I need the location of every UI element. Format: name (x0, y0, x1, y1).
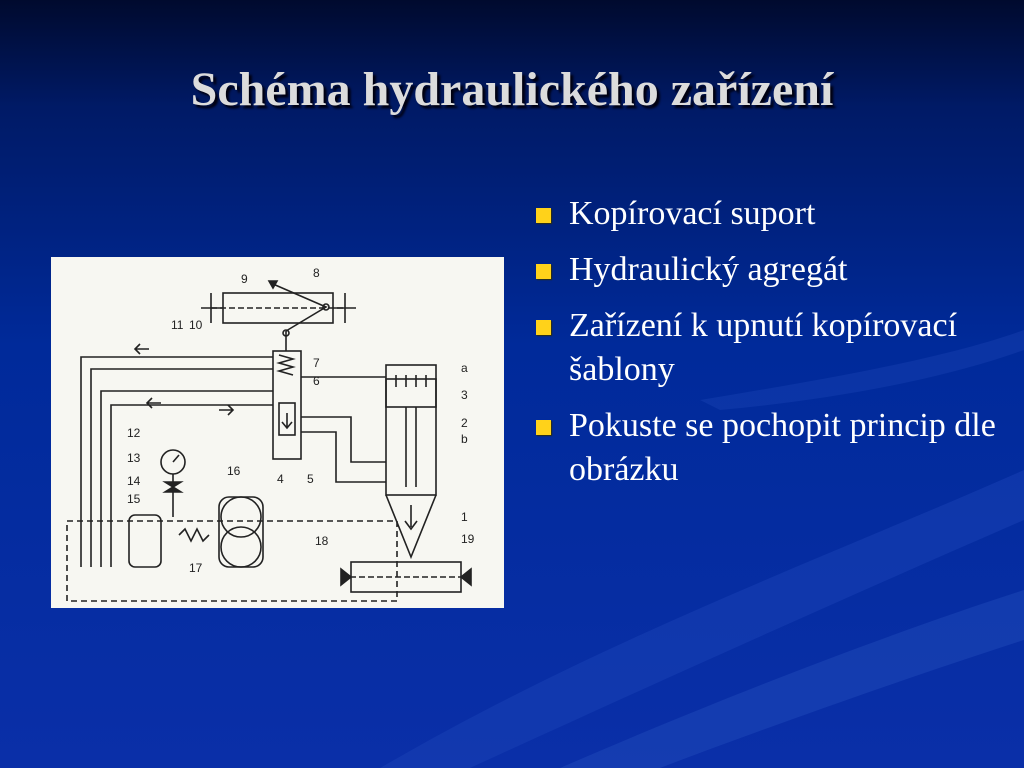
label-5: 5 (307, 472, 314, 486)
label-17: 17 (189, 561, 203, 575)
bullet-text: Zařízení k upnutí kopírovací šablony (569, 307, 958, 388)
label-16: 16 (227, 464, 241, 478)
label-15: 15 (127, 492, 141, 506)
label-6: 6 (313, 374, 320, 388)
bullet-text: Hydraulický agregát (569, 251, 848, 288)
copying-cylinder (386, 365, 436, 495)
slide-title: Schéma hydraulického zařízení (190, 63, 834, 116)
label-3: 3 (461, 388, 468, 402)
label-4: 4 (277, 472, 284, 486)
control-valve (273, 351, 301, 459)
label-14: 14 (127, 474, 141, 488)
bullet-list (533, 192, 1003, 504)
bullet-square-icon (536, 420, 551, 435)
label-a: a (461, 361, 468, 375)
hydraulic-diagram (51, 257, 504, 608)
bullet-square-icon (536, 264, 551, 279)
label-8: 8 (313, 266, 320, 280)
bullet-text: Pokuste se pochopit princip dle obrázku (569, 407, 996, 488)
label-13: 13 (127, 451, 141, 465)
pump (221, 497, 261, 537)
label-12: 12 (127, 426, 141, 440)
label-11: 11 (171, 318, 184, 332)
label-2: 2 (461, 416, 468, 430)
bullet-item (533, 192, 1003, 236)
bullet-square-icon (536, 320, 551, 335)
label-b: b (461, 432, 468, 446)
label-18: 18 (315, 534, 329, 548)
bullet-square-icon (536, 208, 551, 223)
label-19: 19 (461, 532, 475, 546)
label-1: 1 (461, 510, 468, 524)
label-9: 9 (241, 272, 248, 286)
label-7: 7 (313, 356, 320, 370)
bullet-item (533, 248, 1003, 292)
bullet-item (533, 304, 1003, 392)
bullet-item (533, 404, 1003, 492)
label-10: 10 (189, 318, 203, 332)
bullet-text: Kopírovací suport (569, 195, 816, 232)
